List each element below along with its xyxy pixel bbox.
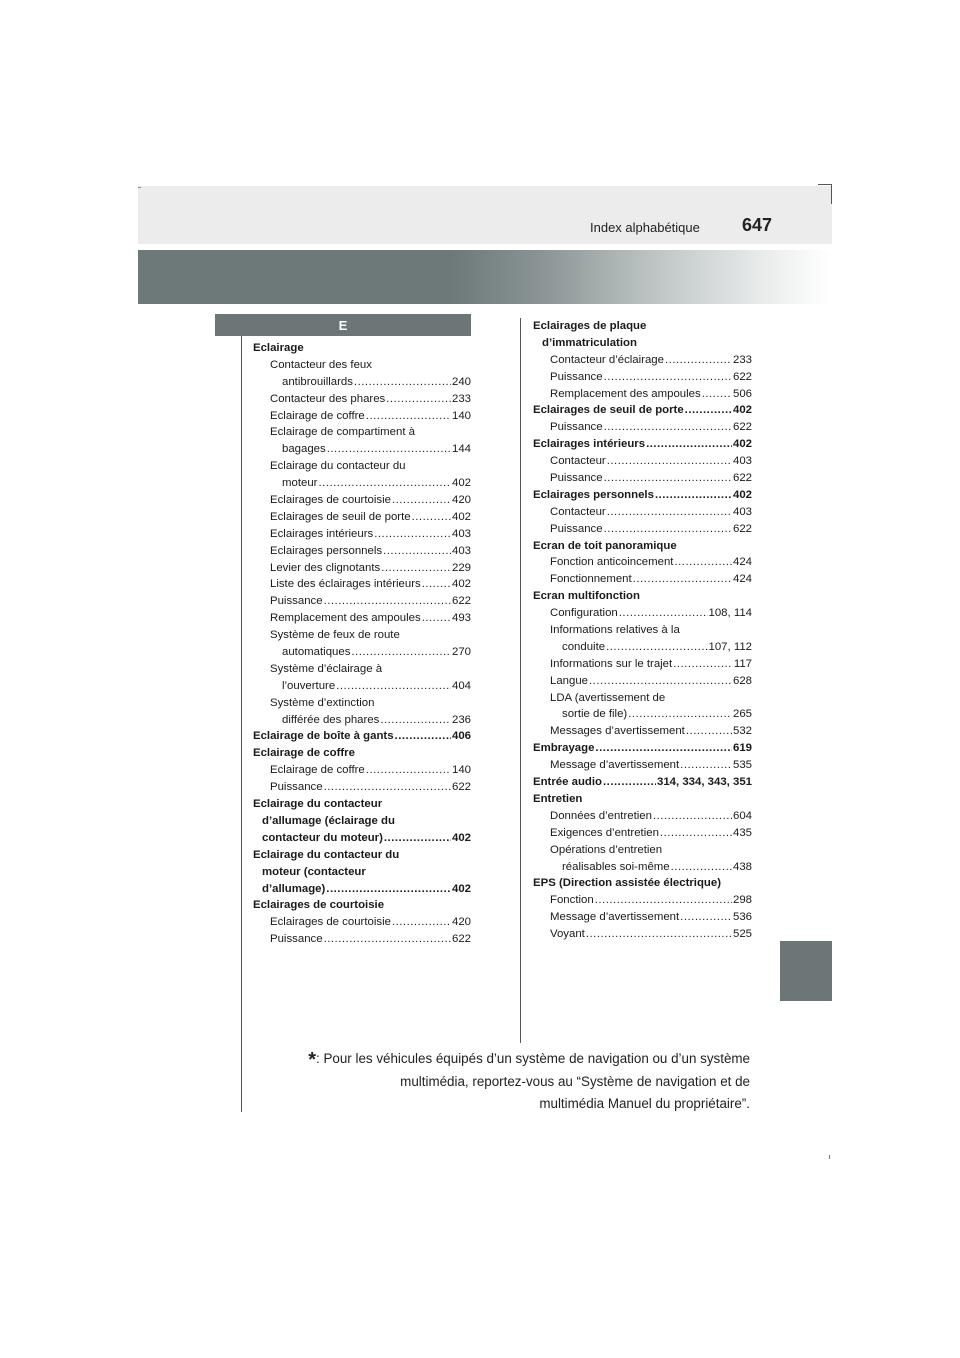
dot-leader (374, 526, 451, 543)
index-entry (253, 391, 471, 408)
index-entry-term: Puissance (270, 595, 323, 608)
index-entry (253, 762, 471, 779)
index-entry-term: Fonction (550, 894, 594, 907)
index-entry (533, 504, 752, 521)
index-entry-term: sortie de file) (562, 708, 628, 721)
dot-leader (685, 402, 732, 419)
index-entry-page: 270 (451, 646, 471, 659)
index-entry-page: 402 (732, 488, 752, 501)
index-entry-page: 619 (732, 742, 752, 755)
index-entry-page: 535 (732, 759, 752, 772)
index-entry-term: Eclairages de seuil de porte (533, 404, 684, 417)
index-entry: Contacteur des feux (270, 358, 372, 371)
index-entry-page: 117 (733, 657, 752, 670)
index-entry: Système d’extinction (270, 696, 375, 709)
index-entry-term: Eclairages intérieurs (270, 527, 374, 540)
dot-leader (604, 419, 732, 436)
dot-leader (395, 728, 451, 745)
dot-leader (674, 554, 732, 571)
index-entry-page: 420 (451, 916, 471, 929)
index-entry (253, 475, 471, 492)
index-entry-page: 140 (451, 409, 471, 422)
index-entry-term: Eclairages de courtoisie (270, 916, 391, 929)
index-entry-term: Embrayage (533, 742, 595, 755)
index-entry (253, 881, 471, 898)
index-entry-page: 144 (451, 443, 471, 456)
index-entry: LDA (avertissement de (550, 691, 666, 704)
dot-leader (324, 779, 451, 796)
dot-leader (422, 610, 451, 627)
index-entry (533, 859, 752, 876)
dot-leader (702, 386, 732, 403)
index-entry-page: 628 (732, 674, 752, 687)
index-entry-page: 314, 334, 343, 351 (656, 776, 752, 789)
dot-leader (380, 712, 451, 729)
dot-leader (633, 571, 732, 588)
index-entry (533, 808, 752, 825)
index-entry-term: Eclairage de coffre (270, 409, 365, 422)
index-entry (533, 369, 752, 386)
index-entry-page: 298 (732, 894, 752, 907)
index-entry-page: 506 (732, 387, 752, 400)
dot-leader (326, 881, 451, 898)
index-entry-page: 265 (732, 708, 752, 721)
index-column-right (533, 318, 752, 943)
index-entry-page: 403 (451, 544, 471, 557)
index-entry-page: 424 (732, 556, 752, 569)
index-entry (253, 543, 471, 560)
dot-leader (671, 859, 732, 876)
index-entry-term: Puissance (550, 522, 603, 535)
index-entry-term: Puissance (550, 472, 603, 485)
index-entry-term: Messages d’avertissement (550, 725, 685, 738)
crop-mark (831, 184, 832, 204)
index-entry (253, 678, 471, 695)
index-entry (253, 560, 471, 577)
dot-leader (392, 492, 451, 509)
index-entry-term: Message d’avertissement (550, 911, 680, 924)
index-entry (533, 926, 752, 943)
index-entry (253, 644, 471, 661)
index-entry-term: Informations sur le trajet (550, 657, 673, 670)
index-entry-page: 233 (451, 392, 471, 405)
index-entry-page: 403 (732, 505, 752, 518)
dot-leader (607, 504, 732, 521)
index-entry (253, 441, 471, 458)
index-entry (253, 728, 471, 745)
index-entry: Eclairage du contacteur (253, 798, 383, 811)
index-entry-page: 420 (451, 494, 471, 507)
index-entry (533, 825, 752, 842)
crop-mark (138, 187, 141, 188)
index-entry-term: Puissance (550, 421, 603, 434)
footnote (290, 1048, 750, 1115)
dot-leader (595, 892, 732, 909)
index-entry-term: Puissance (270, 933, 323, 946)
dot-leader (595, 740, 732, 757)
index-entry-term: antibrouillards (282, 375, 353, 388)
index-entry-term: Voyant (550, 928, 585, 941)
index-entry (533, 774, 752, 791)
index-entry-page: 424 (732, 573, 752, 586)
index-entry (533, 470, 752, 487)
index-entry-page: 403 (451, 527, 471, 540)
dot-leader (604, 521, 732, 538)
dot-leader (386, 391, 451, 408)
index-entry (533, 740, 752, 757)
index-entry-term: réalisables soi-même (562, 860, 670, 873)
index-entry-term: Message d’avertissement (550, 759, 680, 772)
index-entry-term: Données d’entretien (550, 809, 652, 822)
index-entry (253, 593, 471, 610)
index-entry-term: Eclairage de boîte à gants (253, 730, 394, 743)
page-number: 647 (742, 215, 773, 235)
index-entry: Système de feux de route (270, 629, 400, 642)
dot-leader (336, 678, 451, 695)
index-entry (533, 571, 752, 588)
index-entry (533, 419, 752, 436)
index-entry: Eclairages de courtoisie (253, 899, 385, 912)
index-entry-term: Liste des éclairages intérieurs (270, 578, 421, 591)
index-entry-page: 536 (732, 911, 752, 924)
index-entry-term: Remplacement des ampoules (270, 612, 421, 625)
index-entry-term: bagages (282, 443, 326, 456)
index-entry (533, 554, 752, 571)
dot-leader (628, 706, 732, 723)
dot-leader (589, 673, 732, 690)
index-entry-term: Entrée audio (533, 776, 602, 789)
index-entry-page: 229 (451, 561, 471, 574)
index-entry (253, 408, 471, 425)
index-entry-term: Puissance (270, 781, 323, 794)
index-entry-term: Eclairages de courtoisie (270, 494, 391, 507)
index-entry: EPS (Direction assistée électrique) (533, 877, 722, 890)
index-entry-term: Fonction anticoincement (550, 556, 674, 569)
index-entry-term: Eclairages intérieurs (533, 438, 646, 451)
dot-leader (606, 639, 707, 656)
index-entry: Système d’éclairage à (270, 662, 383, 675)
index-entry-term: Eclairages personnels (533, 488, 654, 501)
index-entry-term: Remplacement des ampoules (550, 387, 701, 400)
index-entry-page: 493 (451, 612, 471, 625)
footnote-line (290, 1048, 750, 1071)
index-entry-term: Exigences d’entretien (550, 826, 659, 839)
footnote-line: multimédia Manuel du propriétaire”. (539, 1096, 750, 1111)
dot-leader (603, 774, 656, 791)
page-header-bar (138, 186, 832, 244)
index-entry: Entretien (533, 792, 583, 805)
index-entry-term: Contacteur (550, 505, 606, 518)
dot-leader (366, 762, 451, 779)
index-entry (253, 712, 471, 729)
index-entry-page: 403 (732, 455, 752, 468)
index-entry (533, 436, 752, 453)
index-entry (533, 757, 752, 774)
index-entry-page: 402 (451, 578, 471, 591)
index-entry-term: Contacteur (550, 455, 606, 468)
index-entry-term: conduite (562, 640, 606, 653)
dot-leader (412, 509, 451, 526)
index-entry-term: automatiques (282, 646, 351, 659)
index-entry (253, 374, 471, 391)
index-entry: Eclairage (253, 342, 304, 354)
index-entry (253, 931, 471, 948)
index-entry: Ecran de toit panoramique (533, 539, 677, 552)
index-entry (533, 706, 752, 723)
index-entry-page: 402 (451, 831, 471, 844)
index-entry-page: 622 (732, 421, 752, 434)
index-entry-page: 622 (451, 933, 471, 946)
index-entry-page: 402 (451, 882, 471, 895)
index-entry (533, 723, 752, 740)
dot-leader (324, 593, 451, 610)
index-entry-term: Levier des clignotants (270, 561, 381, 574)
index-entry-term: Fonctionnement (550, 573, 632, 586)
dot-leader (680, 909, 732, 926)
dot-leader (318, 475, 451, 492)
dot-leader (351, 644, 451, 661)
index-entry-page: 438 (732, 860, 752, 873)
index-entry-page: 622 (732, 472, 752, 485)
index-entry: d’allumage (éclairage du (262, 814, 395, 827)
dot-leader (660, 825, 732, 842)
index-entry (253, 526, 471, 543)
index-entry (533, 521, 752, 538)
index-entry (533, 639, 752, 656)
index-entry-page: 402 (732, 404, 752, 417)
index-entry (253, 492, 471, 509)
index-entry: Opérations d’entretien (550, 843, 663, 856)
index-entry (533, 386, 752, 403)
dot-leader (686, 723, 732, 740)
dot-leader (646, 436, 732, 453)
dot-leader (653, 808, 732, 825)
index-entry-page: 622 (451, 781, 471, 794)
index-entry-page: 622 (732, 522, 752, 535)
index-entry-page: 435 (732, 826, 752, 839)
index-entry-term: Contacteur des phares (270, 392, 386, 405)
index-entry (253, 610, 471, 627)
dot-leader (604, 369, 732, 386)
dot-leader (327, 441, 451, 458)
section-letter-header: E (215, 314, 471, 336)
crop-mark (818, 184, 832, 185)
index-entry-term: Eclairages de seuil de porte (270, 510, 411, 523)
index-entry: Eclairages de plaque (533, 320, 647, 332)
index-entry-page: 236 (451, 713, 471, 726)
index-entry-page: 404 (451, 679, 471, 692)
dot-leader (680, 757, 732, 774)
index-entry-page: 402 (451, 477, 471, 490)
crop-mark (829, 1155, 830, 1159)
index-entry-term: d’allumage) (262, 882, 326, 895)
dot-leader (607, 453, 732, 470)
dot-leader (392, 914, 451, 931)
column-divider (520, 318, 521, 1043)
index-entry-term: Configuration (550, 607, 618, 620)
footnote-text: : Pour les véhicules équipés d’un système de navigation ou d’un système (316, 1051, 750, 1066)
dot-leader (604, 470, 732, 487)
index-entry-page: 402 (732, 438, 752, 451)
index-entry (253, 509, 471, 526)
index-entry: Informations relatives à la (550, 624, 680, 637)
index-entry: Eclairage du contacteur du (253, 848, 400, 861)
column-rule (241, 336, 242, 1112)
index-entry: Eclairage de compartiment à (270, 426, 415, 439)
index-entry (533, 909, 752, 926)
index-entry (253, 914, 471, 931)
decorative-banner (138, 250, 832, 304)
footnote-star: * (308, 1049, 317, 1071)
index-entry-term: Langue (550, 674, 589, 687)
index-entry (533, 487, 752, 504)
index-entry-term: Eclairage de coffre (270, 764, 365, 777)
index-entry (253, 576, 471, 593)
index-entry-term: Puissance (550, 370, 603, 383)
index-entry-page: 402 (451, 510, 471, 523)
index-entry-page: 622 (451, 595, 471, 608)
index-entry-term: différée des phares (282, 713, 380, 726)
index-entry: moteur (contacteur (262, 865, 366, 878)
index-entry (533, 673, 752, 690)
index-entry (533, 453, 752, 470)
dot-leader (383, 543, 451, 560)
dot-leader (366, 408, 451, 425)
index-entry-term: l’ouverture (282, 679, 336, 692)
index-entry-term: Eclairages personnels (270, 544, 383, 557)
dot-leader (673, 656, 733, 673)
index-entry (533, 605, 752, 622)
index-entry: d’immatriculation (542, 336, 637, 349)
dot-leader (422, 576, 451, 593)
index-entry-term: moteur (282, 477, 318, 490)
index-entry-page: 532 (732, 725, 752, 738)
index-entry-page: 108, 114 (708, 607, 752, 620)
index-entry: Eclairage de coffre (253, 747, 355, 760)
index-entry (253, 779, 471, 796)
index-entry-page: 406 (451, 730, 471, 743)
thumb-index-tab (780, 941, 832, 1001)
dot-leader (619, 605, 708, 622)
index-entry (533, 656, 752, 673)
index-entry-page: 107, 112 (708, 640, 752, 653)
dot-leader (586, 926, 732, 943)
index-column-left (253, 340, 471, 948)
index-entry: Ecran multifonction (533, 590, 640, 603)
dot-leader (384, 830, 451, 847)
index-entry-page: 240 (451, 375, 471, 388)
footnote-line: multimédia, reportez-vous au “Système de navigation et de (400, 1074, 750, 1089)
index-entry-page: 622 (732, 370, 752, 383)
dot-leader (665, 352, 732, 369)
index-entry-page: 233 (732, 353, 752, 366)
dot-leader (324, 931, 451, 948)
dot-leader (354, 374, 451, 391)
dot-leader (381, 560, 451, 577)
index-entry-term: Contacteur d’éclairage (550, 353, 664, 366)
index-entry-page: 525 (732, 928, 752, 941)
index-entry (533, 892, 752, 909)
dot-leader (655, 487, 732, 504)
index-entry-term: contacteur du moteur) (262, 831, 383, 844)
page-title: Index alphabétique (590, 220, 700, 235)
index-entry: Eclairage du contacteur du (270, 460, 406, 473)
index-entry (533, 402, 752, 419)
index-entry (533, 352, 752, 369)
index-entry (253, 830, 471, 847)
index-entry-page: 604 (732, 809, 752, 822)
index-entry-page: 140 (451, 764, 471, 777)
